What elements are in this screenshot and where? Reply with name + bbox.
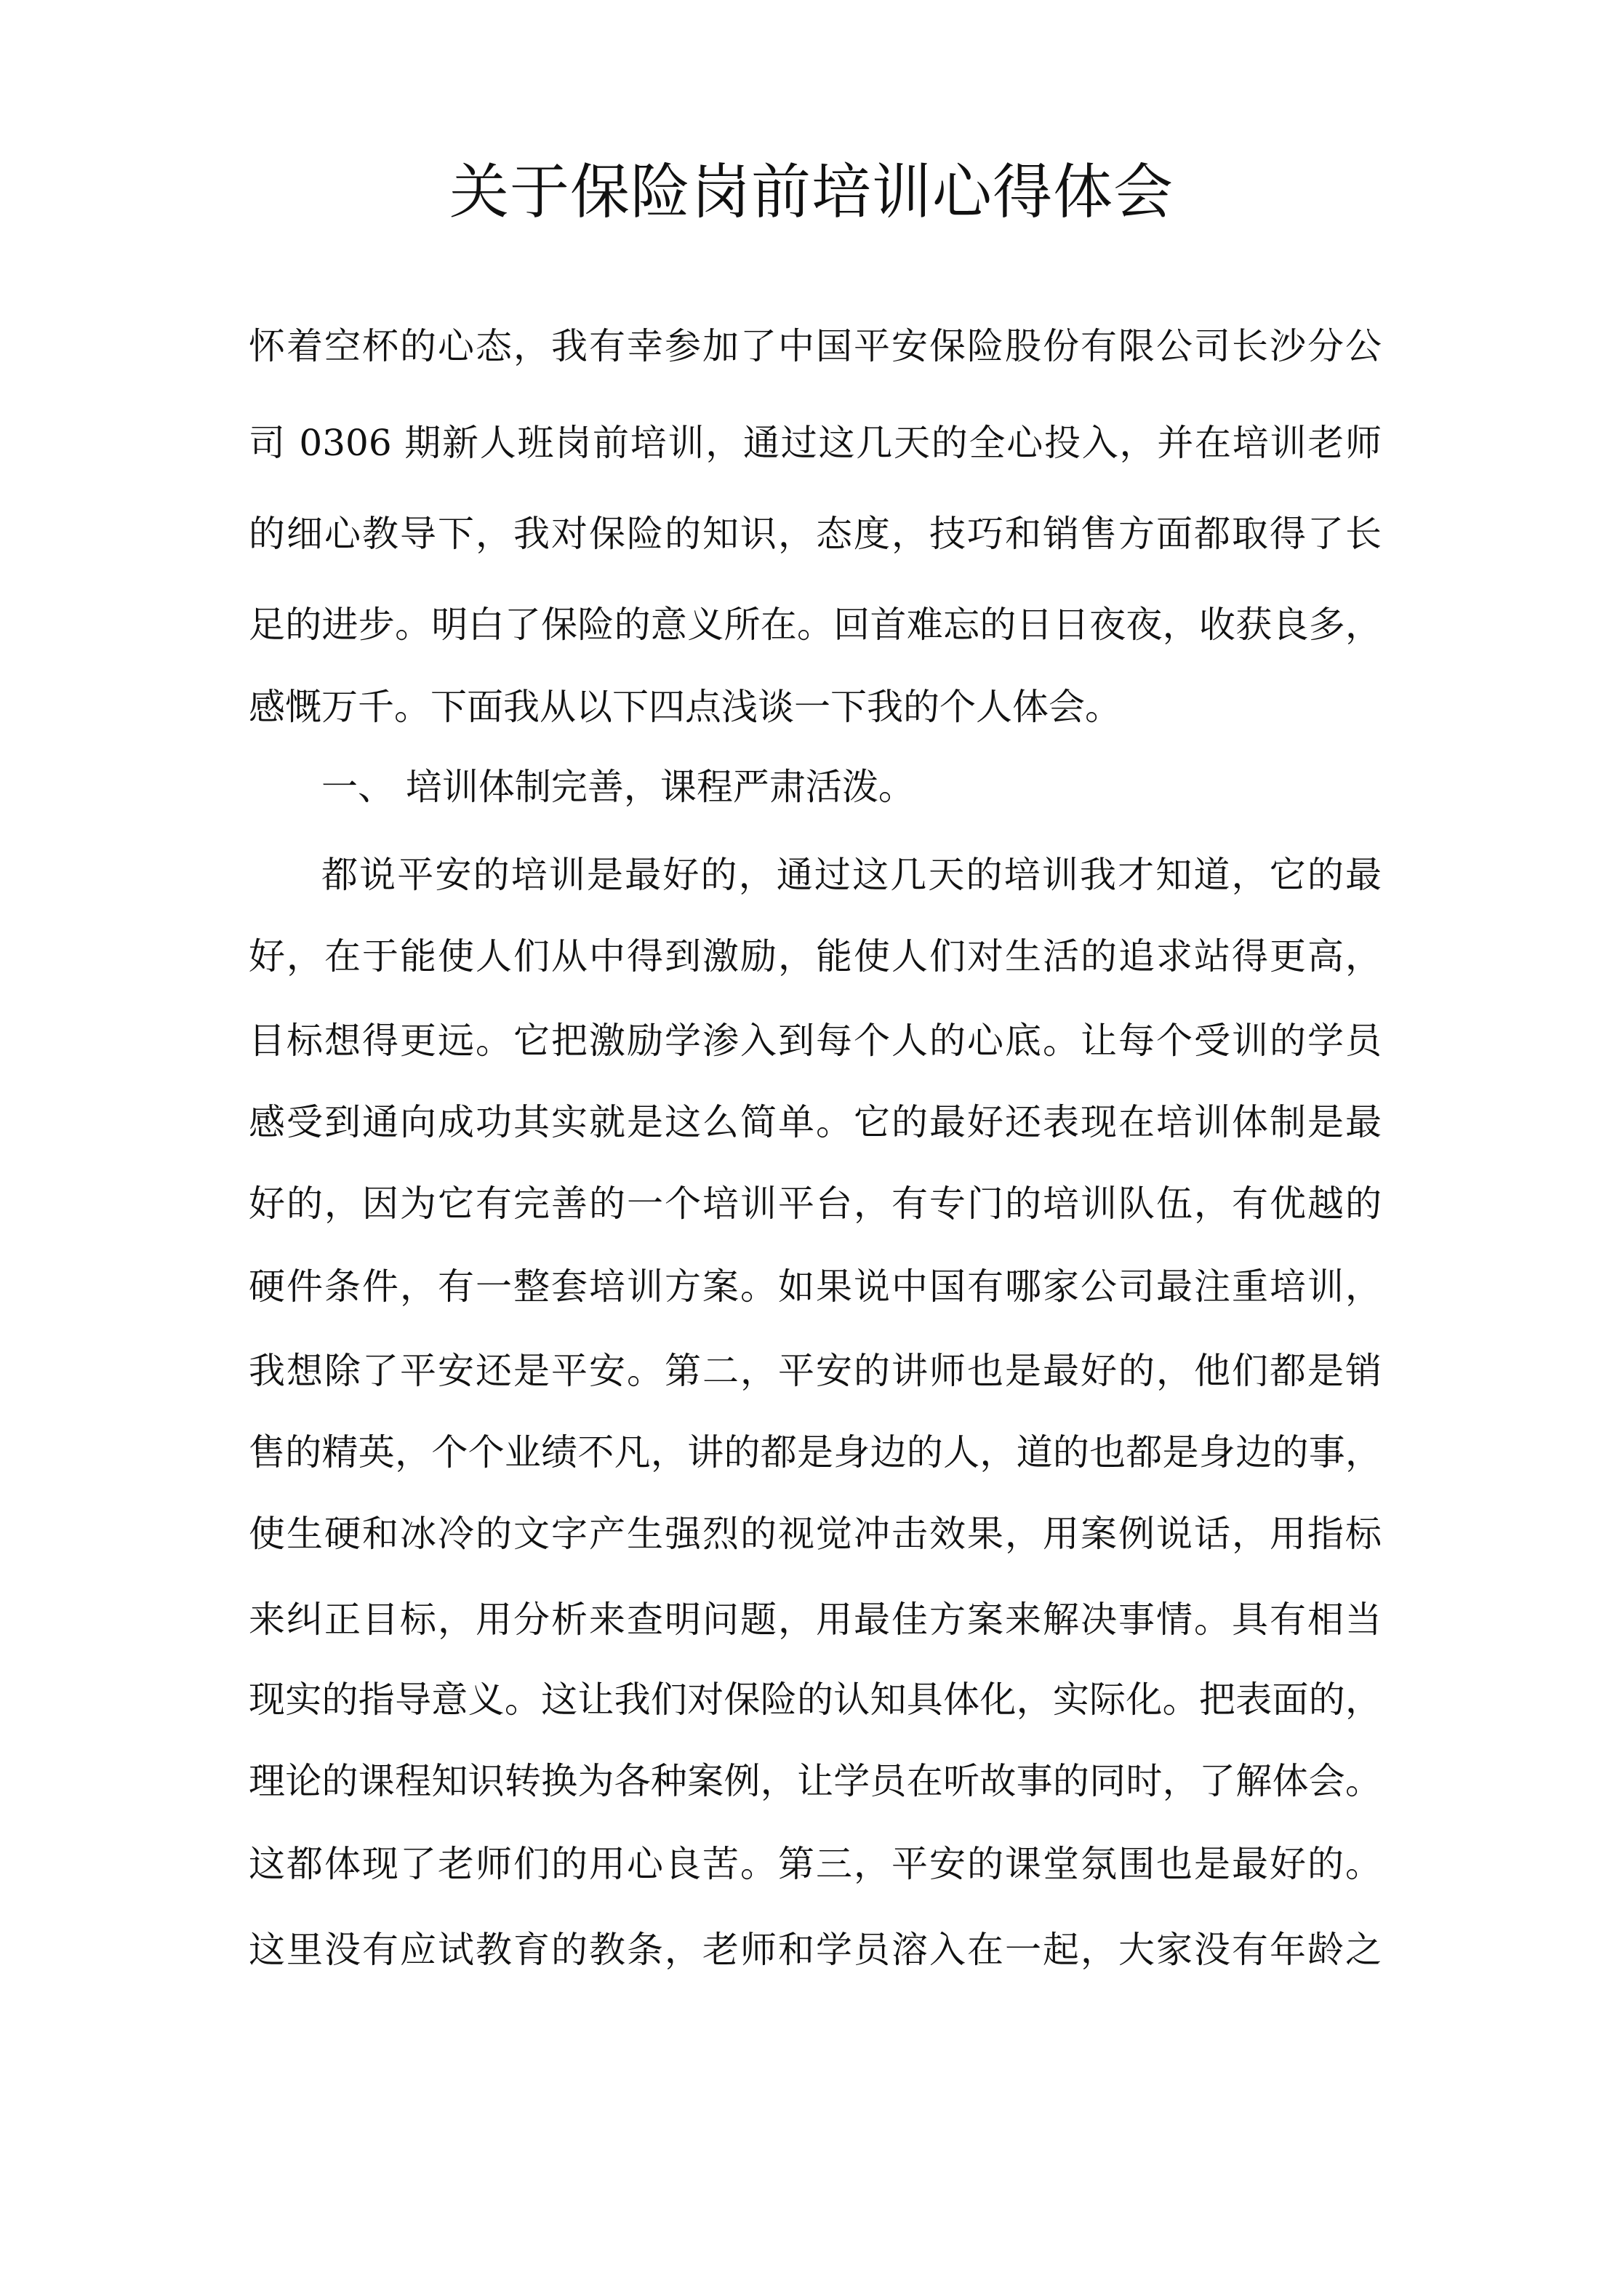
paragraph-line: 好的，因为它有完善的一个培训平台，有专门的培训队伍，有优越的 xyxy=(249,1183,1382,1225)
paragraph-line: 售的精英，个个业绩不凡，讲的都是身边的人，道的也都是身边的事， xyxy=(249,1431,1382,1473)
paragraph-line: 我想除了平安还是平安。第二，平安的讲师也是最好的，他们都是销 xyxy=(249,1350,1382,1392)
paragraph-line: 的细心教导下，我对保险的知识，态度，技巧和销售方面都取得了长 xyxy=(249,513,1382,555)
paragraph-line: 硬件条件，有一整套培训方案。如果说中国有哪家公司最注重培训， xyxy=(249,1265,1382,1308)
section-heading: 一、 培训体制完善，课程严肃活泼。 xyxy=(321,766,915,808)
paragraph-line: 使生硬和冰冷的文字产生强烈的视觉冲击效果，用案例说话，用指标 xyxy=(249,1513,1382,1555)
paragraph-line: 感慨万千。下面我从以下四点浅谈一下我的个人体会。 xyxy=(249,686,1121,728)
paragraph-line: 来纠正目标，用分析来查明问题，用最佳方案来解决事情。具有相当 xyxy=(249,1599,1382,1641)
paragraph-line: 怀着空杯的心态，我有幸参加了中国平安保险股份有限公司长沙分公 xyxy=(249,325,1382,367)
paragraph-line: 这里没有应试教育的教条，老师和学员溶入在一起，大家没有年龄之 xyxy=(249,1929,1382,1971)
paragraph-line: 这都体现了老师们的用心良苦。第三，平安的课堂氛围也是最好的。 xyxy=(249,1843,1382,1885)
paragraph-line: 司 0306 期新人班岗前培训，通过这几天的全心投入，并在培训老师 xyxy=(249,422,1382,464)
paragraph-line: 理论的课程知识转换为各种案例，让学员在听故事的同时，了解体会。 xyxy=(249,1760,1382,1802)
paragraph-line: 感受到通向成功其实就是这么简单。它的最好还表现在培训体制是最 xyxy=(249,1101,1382,1143)
document-title: 关于保险岗前培训心得体会 xyxy=(449,158,1174,227)
paragraph-line: 好，在于能使人们从中得到激励，能使人们对生活的追求站得更高， xyxy=(249,935,1382,977)
paragraph-line: 都说平安的培训是最好的，通过这几天的培训我才知道，它的最 xyxy=(321,854,1382,896)
paragraph-line: 现实的指导意义。这让我们对保险的认知具体化，实际化。把表面的， xyxy=(249,1679,1382,1721)
paragraph-line: 目标想得更远。它把激励学渗入到每个人的心底。让每个受训的学员 xyxy=(249,1020,1382,1062)
paragraph-line: 足的进步。明白了保险的意义所在。回首难忘的日日夜夜，收获良多， xyxy=(249,604,1382,646)
